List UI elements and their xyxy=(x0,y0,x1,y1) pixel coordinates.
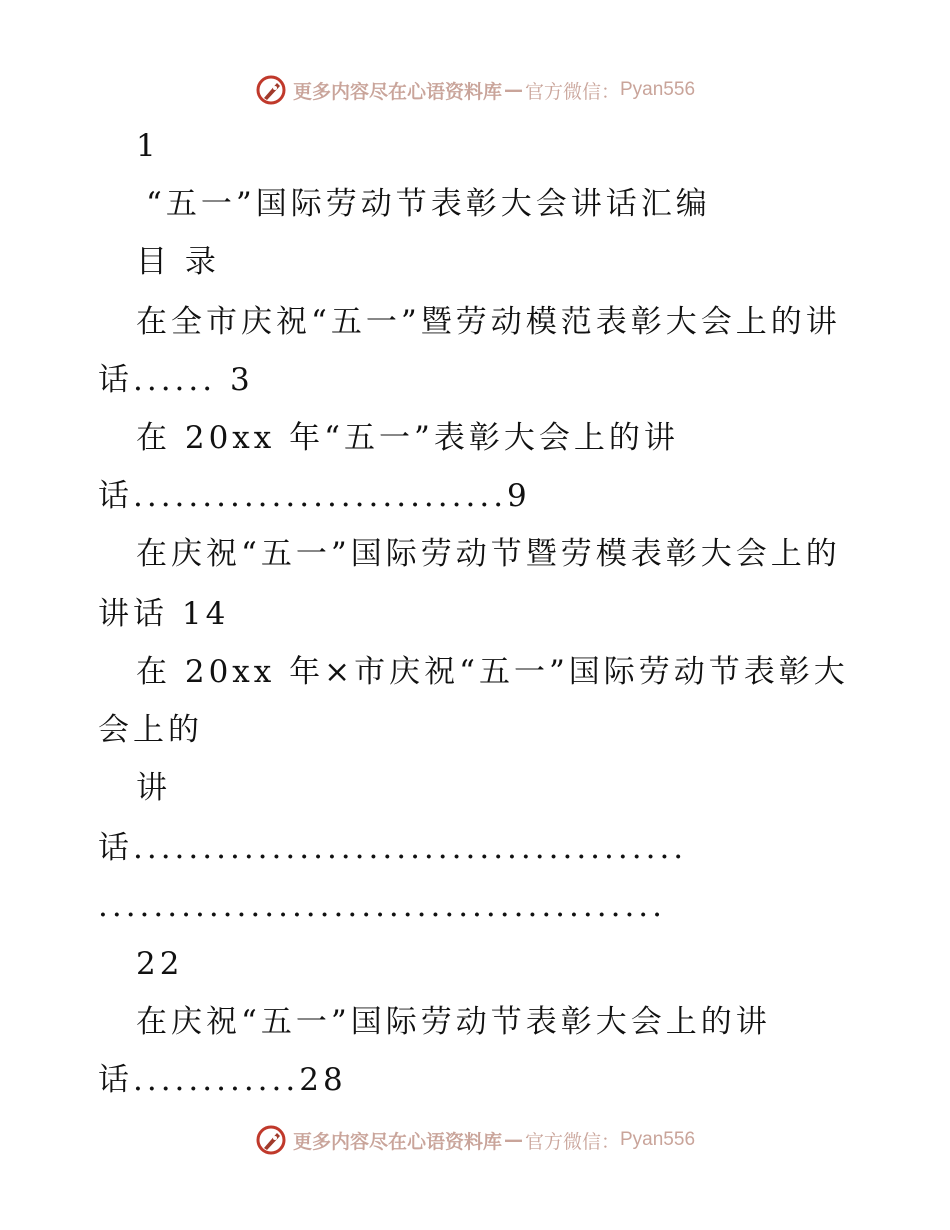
header-watermark xyxy=(0,70,950,110)
watermark-wechat-id: Pyan556 xyxy=(620,1129,696,1150)
toc-entry-3-page: 讲话 14 xyxy=(98,596,230,632)
watermark-wechat-label: 官方微信： xyxy=(524,1130,620,1153)
footer-watermark xyxy=(0,1120,950,1160)
watermark-text: 更多内容尽在心语资料库 xyxy=(292,1130,502,1153)
watermark-separator: — xyxy=(503,1129,523,1151)
watermark-text: 更多内容尽在心语资料库 xyxy=(292,80,502,103)
toc-entry-4-leader-1: 话........................................ xyxy=(98,830,688,866)
toc-heading: 目 录 xyxy=(136,244,220,280)
toc-entry-5-page: 话............28 xyxy=(98,1062,347,1098)
document-title: “五一”国际劳动节表彰大会讲话汇编 xyxy=(146,186,711,222)
toc-entry-1-page: 话...... 3 xyxy=(98,362,254,398)
pen-circle-logo-icon xyxy=(255,1124,287,1156)
toc-entry-4-page: 22 xyxy=(136,946,184,982)
toc-entry-4-title-cont: 会上的 xyxy=(98,712,203,748)
toc-entry-5-title: 在庆祝“五一”国际劳动节表彰大会上的讲 xyxy=(136,1004,771,1040)
watermark-separator: — xyxy=(503,79,523,101)
watermark-wechat-id: Pyan556 xyxy=(620,79,696,100)
pen-circle-logo-icon xyxy=(255,74,287,106)
toc-entry-4-leader-2: ......................................... xyxy=(98,888,667,924)
page-number: 1 xyxy=(136,128,160,164)
toc-entry-4-title-cont-2: 讲 xyxy=(136,770,171,806)
toc-entry-2-page: 话...........................9 xyxy=(98,478,531,514)
toc-entry-2-title: 在 20xx 年“五一”表彰大会上的讲 xyxy=(136,420,679,456)
toc-entry-4-title: 在 20xx 年×市庆祝“五一”国际劳动节表彰大 xyxy=(136,654,849,690)
toc-entry-1-title: 在全市庆祝“五一”暨劳动模范表彰大会上的讲 xyxy=(136,304,841,340)
watermark-wechat-label: 官方微信： xyxy=(524,80,620,103)
toc-entry-3-title: 在庆祝“五一”国际劳动节暨劳模表彰大会上的 xyxy=(136,536,841,572)
